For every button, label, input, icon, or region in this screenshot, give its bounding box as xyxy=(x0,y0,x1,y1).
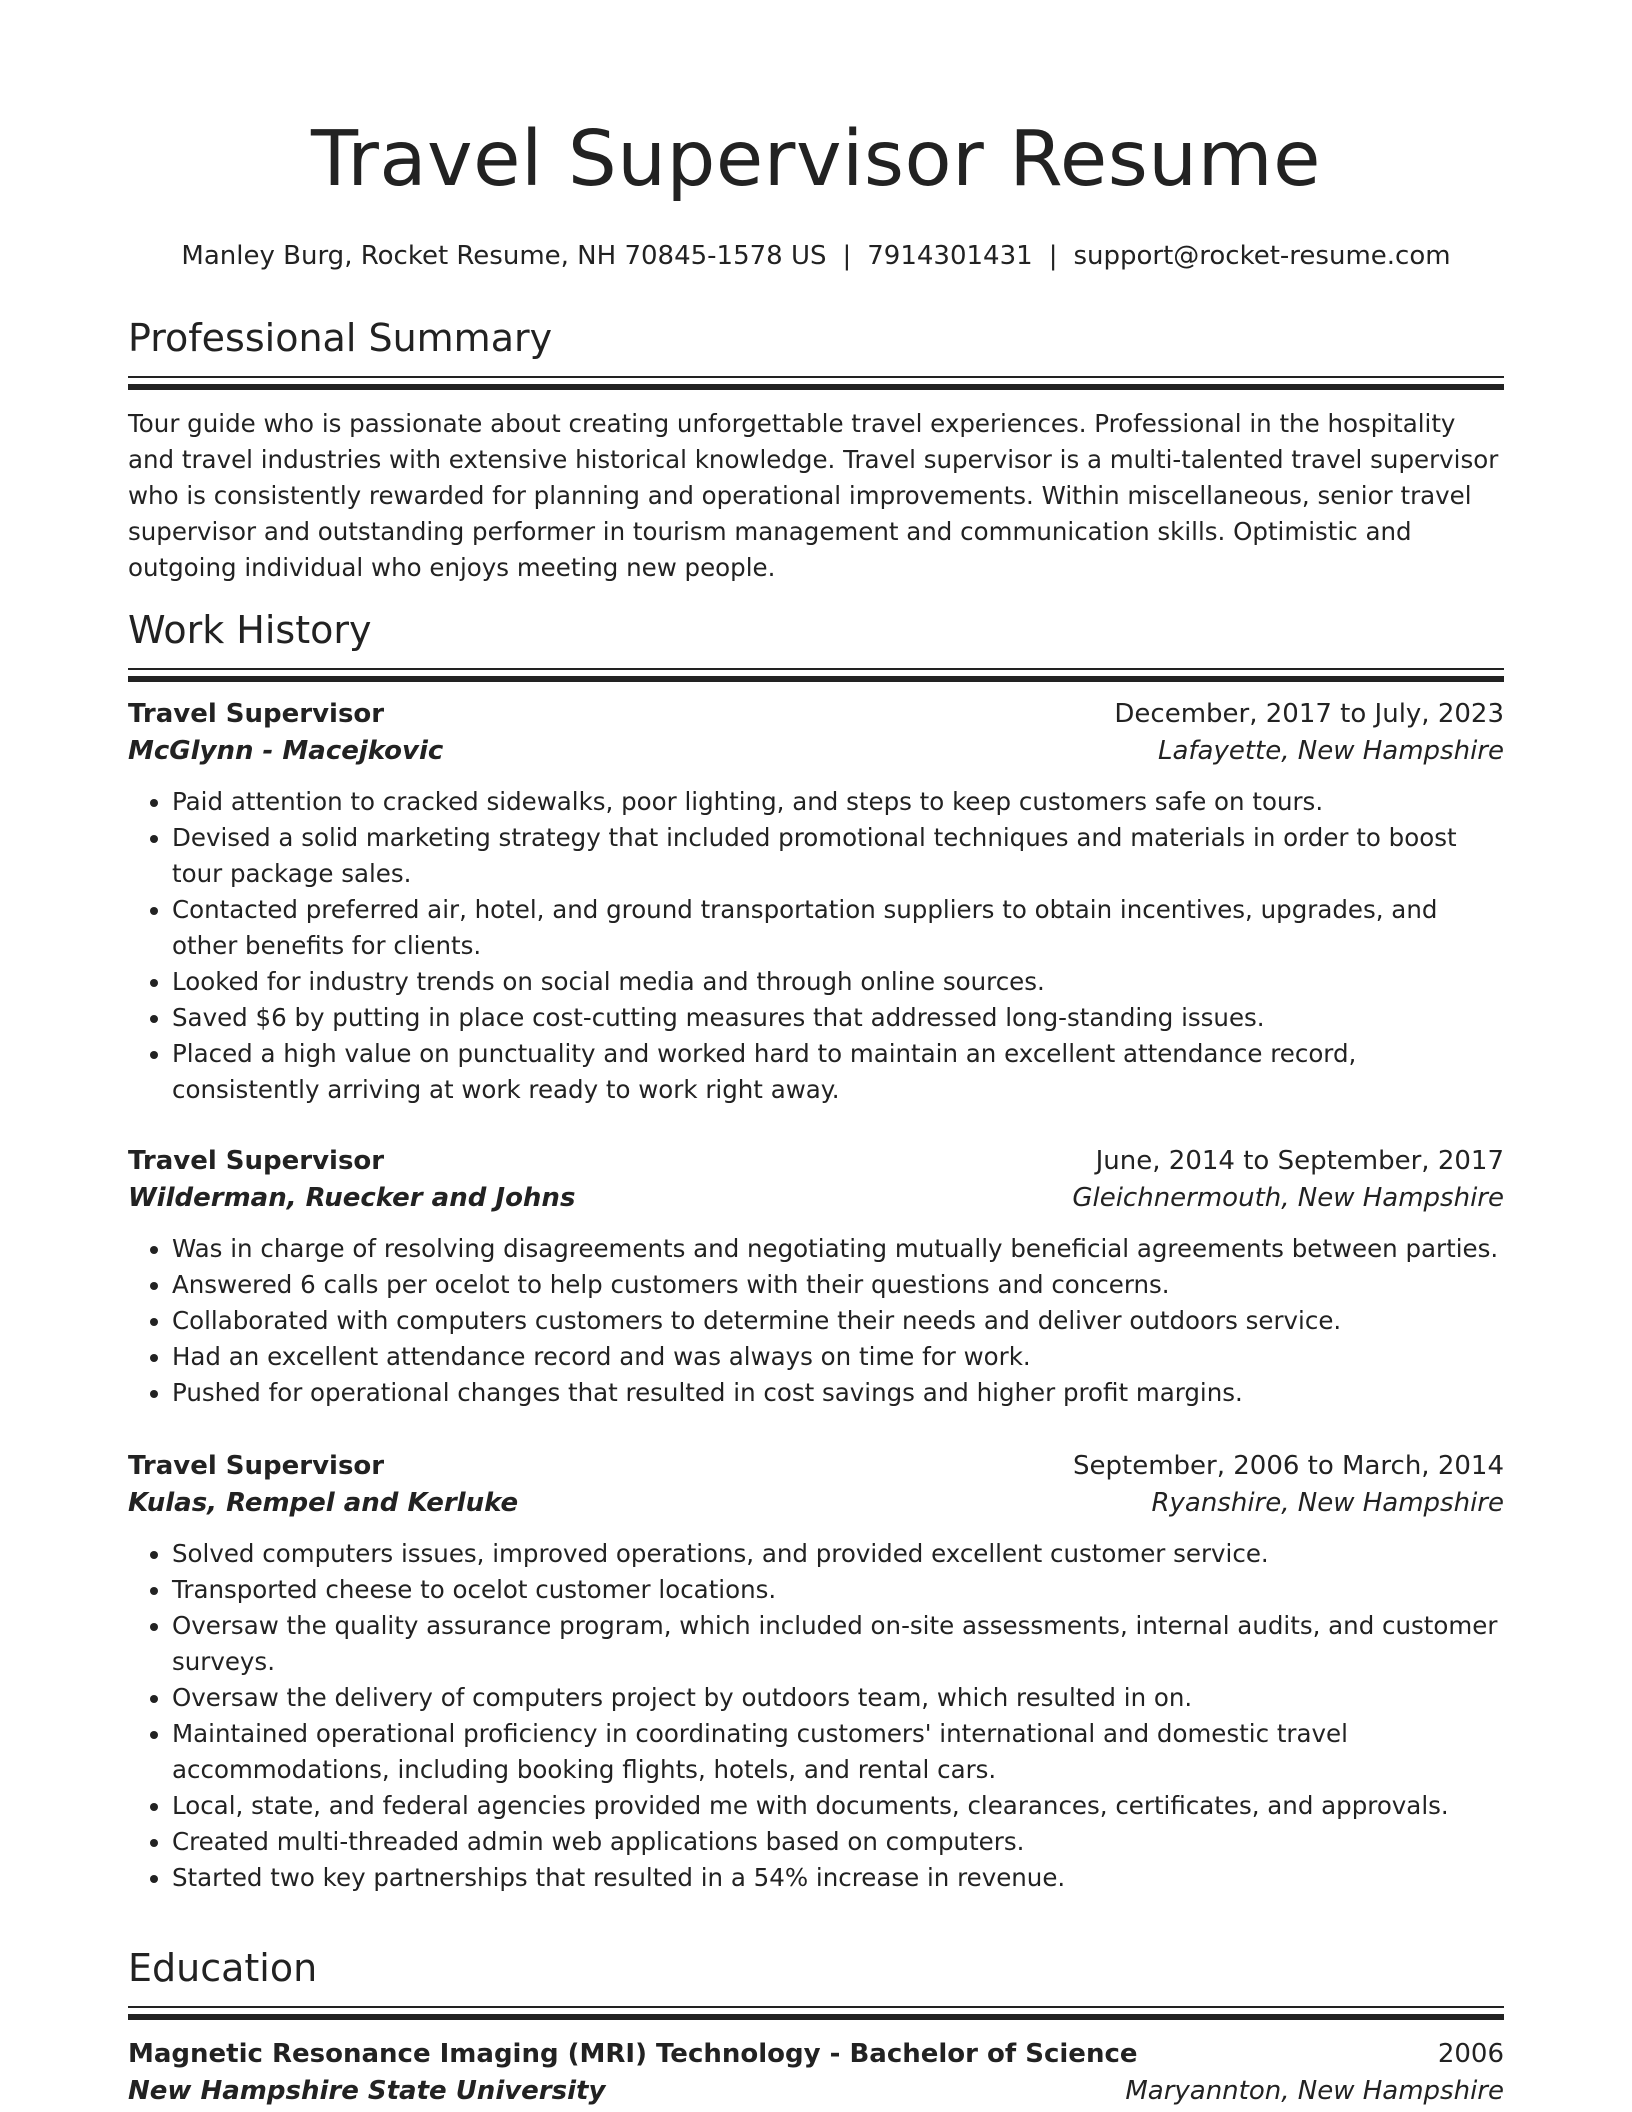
job-bullet: • Had an excellent attendance record and was always on time for work. xyxy=(172,1339,1504,1375)
job-dates: June, 2014 to September, 2017 xyxy=(1095,1146,1504,1176)
section-divider xyxy=(128,668,1504,670)
job-company: Kulas, Rempel and Kerluke xyxy=(128,1488,519,1518)
job-company-row xyxy=(128,1180,1504,1217)
job-bullets xyxy=(128,1231,1504,1411)
section-divider xyxy=(128,2006,1504,2008)
education-school-row xyxy=(128,2073,1504,2110)
job-bullet: • Saved $6 by putting in place cost-cutting measures that addressed long-standing issues. xyxy=(172,1000,1504,1036)
summary-heading: Professional Summary xyxy=(128,316,553,360)
job-bullet: • Started two key partnerships that resulted in a 54% increase in revenue. xyxy=(172,1860,1504,1896)
job-bullet: • Created multi-threaded admin web applications based on computers. xyxy=(172,1824,1504,1860)
job-company-row xyxy=(128,733,1504,770)
education-section xyxy=(128,1944,1504,2110)
work-history-heading: Work History xyxy=(128,608,372,652)
contact-address: Manley Burg, Rocket Resume, NH 70845-1578 US xyxy=(181,241,827,271)
job-bullet: • Local, state, and federal agencies provided me with documents, clearances, certificates, and approvals. xyxy=(172,1788,1504,1824)
job-location: Gleichnermouth, New Hampshire xyxy=(1072,1183,1504,1213)
job-entry xyxy=(128,1448,1504,1896)
job-bullet: • Paid attention to cracked sidewalks, poor lighting, and steps to keep customers safe on tours. xyxy=(172,784,1504,820)
job-bullet: • Collaborated with computers customers to determine their needs and deliver outdoors service. xyxy=(172,1303,1504,1339)
summary-section xyxy=(128,314,1504,586)
job-bullet: • Pushed for operational changes that resulted in cost savings and higher profit margins. xyxy=(172,1375,1504,1411)
job-company-row xyxy=(128,1485,1504,1522)
job-entry xyxy=(128,696,1504,1108)
job-header-row xyxy=(128,1448,1504,1485)
education-heading: Education xyxy=(128,1946,318,1990)
job-title: Travel Supervisor xyxy=(128,1451,385,1481)
job-location: Ryanshire, New Hampshire xyxy=(1151,1488,1504,1518)
job-title: Travel Supervisor xyxy=(128,699,385,729)
contact-separator: | xyxy=(842,241,852,271)
job-bullet: • Maintained operational proficiency in coordinating customers' international and domestic travel accommodations, including booking flights, hotels, and rental cars. xyxy=(172,1716,1504,1788)
job-bullet: • Oversaw the delivery of computers project by outdoors team, which resulted in on. xyxy=(172,1680,1504,1716)
job-bullets xyxy=(128,1536,1504,1896)
section-divider-thick xyxy=(128,384,1504,390)
job-bullet: • Oversaw the quality assurance program, which included on-site assessments, internal audits, and customer surveys. xyxy=(172,1608,1504,1680)
contact-separator: | xyxy=(1048,241,1058,271)
job-header-row xyxy=(128,696,1504,733)
job-bullet: • Transported cheese to ocelot customer locations. xyxy=(172,1572,1504,1608)
job-bullet: • Solved computers issues, improved operations, and provided excellent customer service. xyxy=(172,1536,1504,1572)
job-bullets xyxy=(128,784,1504,1108)
resume-title: Travel Supervisor Resume xyxy=(311,115,1321,204)
job-bullet: • Placed a high value on punctuality and worked hard to maintain an excellent attendance record, consistently arriving at work ready to work right away. xyxy=(172,1036,1504,1108)
work-history-section xyxy=(128,606,1504,682)
summary-text: Tour guide who is passionate about creating unforgettable travel experiences. Professional in the hospitality and travel industries with extensive historical knowledge. Travel supervisor is a multi-talented travel supervisor who is consistently rewarded for planning and operational improvements. Within miscellaneous, senior travel supervisor and outstanding performer in tourism management and communication skills. Optimistic and outgoing individual who enjoys meeting new people. xyxy=(128,409,1499,582)
job-entry xyxy=(128,1143,1504,1411)
job-header-row xyxy=(128,1143,1504,1180)
education-degree-row xyxy=(128,2036,1504,2073)
job-company: Wilderman, Ruecker and Johns xyxy=(128,1183,576,1213)
education-location: Maryannton, New Hampshire xyxy=(1125,2076,1504,2106)
job-bullet: • Devised a solid marketing strategy that included promotional techniques and materials in order to boost tour package sales. xyxy=(172,820,1504,892)
job-bullet: • Was in charge of resolving disagreements and negotiating mutually beneficial agreements between parties. xyxy=(172,1231,1504,1267)
education-degree: Magnetic Resonance Imaging (MRI) Technology - Bachelor of Science xyxy=(128,2039,1138,2069)
job-title: Travel Supervisor xyxy=(128,1146,385,1176)
job-location: Lafayette, New Hampshire xyxy=(1157,736,1504,766)
section-divider-thick xyxy=(128,2014,1504,2020)
section-divider xyxy=(128,376,1504,378)
job-bullet: • Answered 6 calls per ocelot to help customers with their questions and concerns. xyxy=(172,1267,1504,1303)
job-bullet: • Looked for industry trends on social media and through online sources. xyxy=(172,964,1504,1000)
education-year: 2006 xyxy=(1437,2039,1504,2069)
contact-phone: 7914301431 xyxy=(867,241,1033,271)
job-company: McGlynn - Macejkovic xyxy=(128,736,444,766)
job-dates: December, 2017 to July, 2023 xyxy=(1114,699,1504,729)
job-bullet: • Contacted preferred air, hotel, and ground transportation suppliers to obtain incentives, upgrades, and other benefits for clients. xyxy=(172,892,1504,964)
education-school: New Hampshire State University xyxy=(128,2076,606,2106)
contact-line xyxy=(128,240,1504,272)
contact-email: support@rocket-resume.com xyxy=(1073,241,1451,271)
job-dates: September, 2006 to March, 2014 xyxy=(1073,1451,1504,1481)
section-divider-thick xyxy=(128,676,1504,682)
